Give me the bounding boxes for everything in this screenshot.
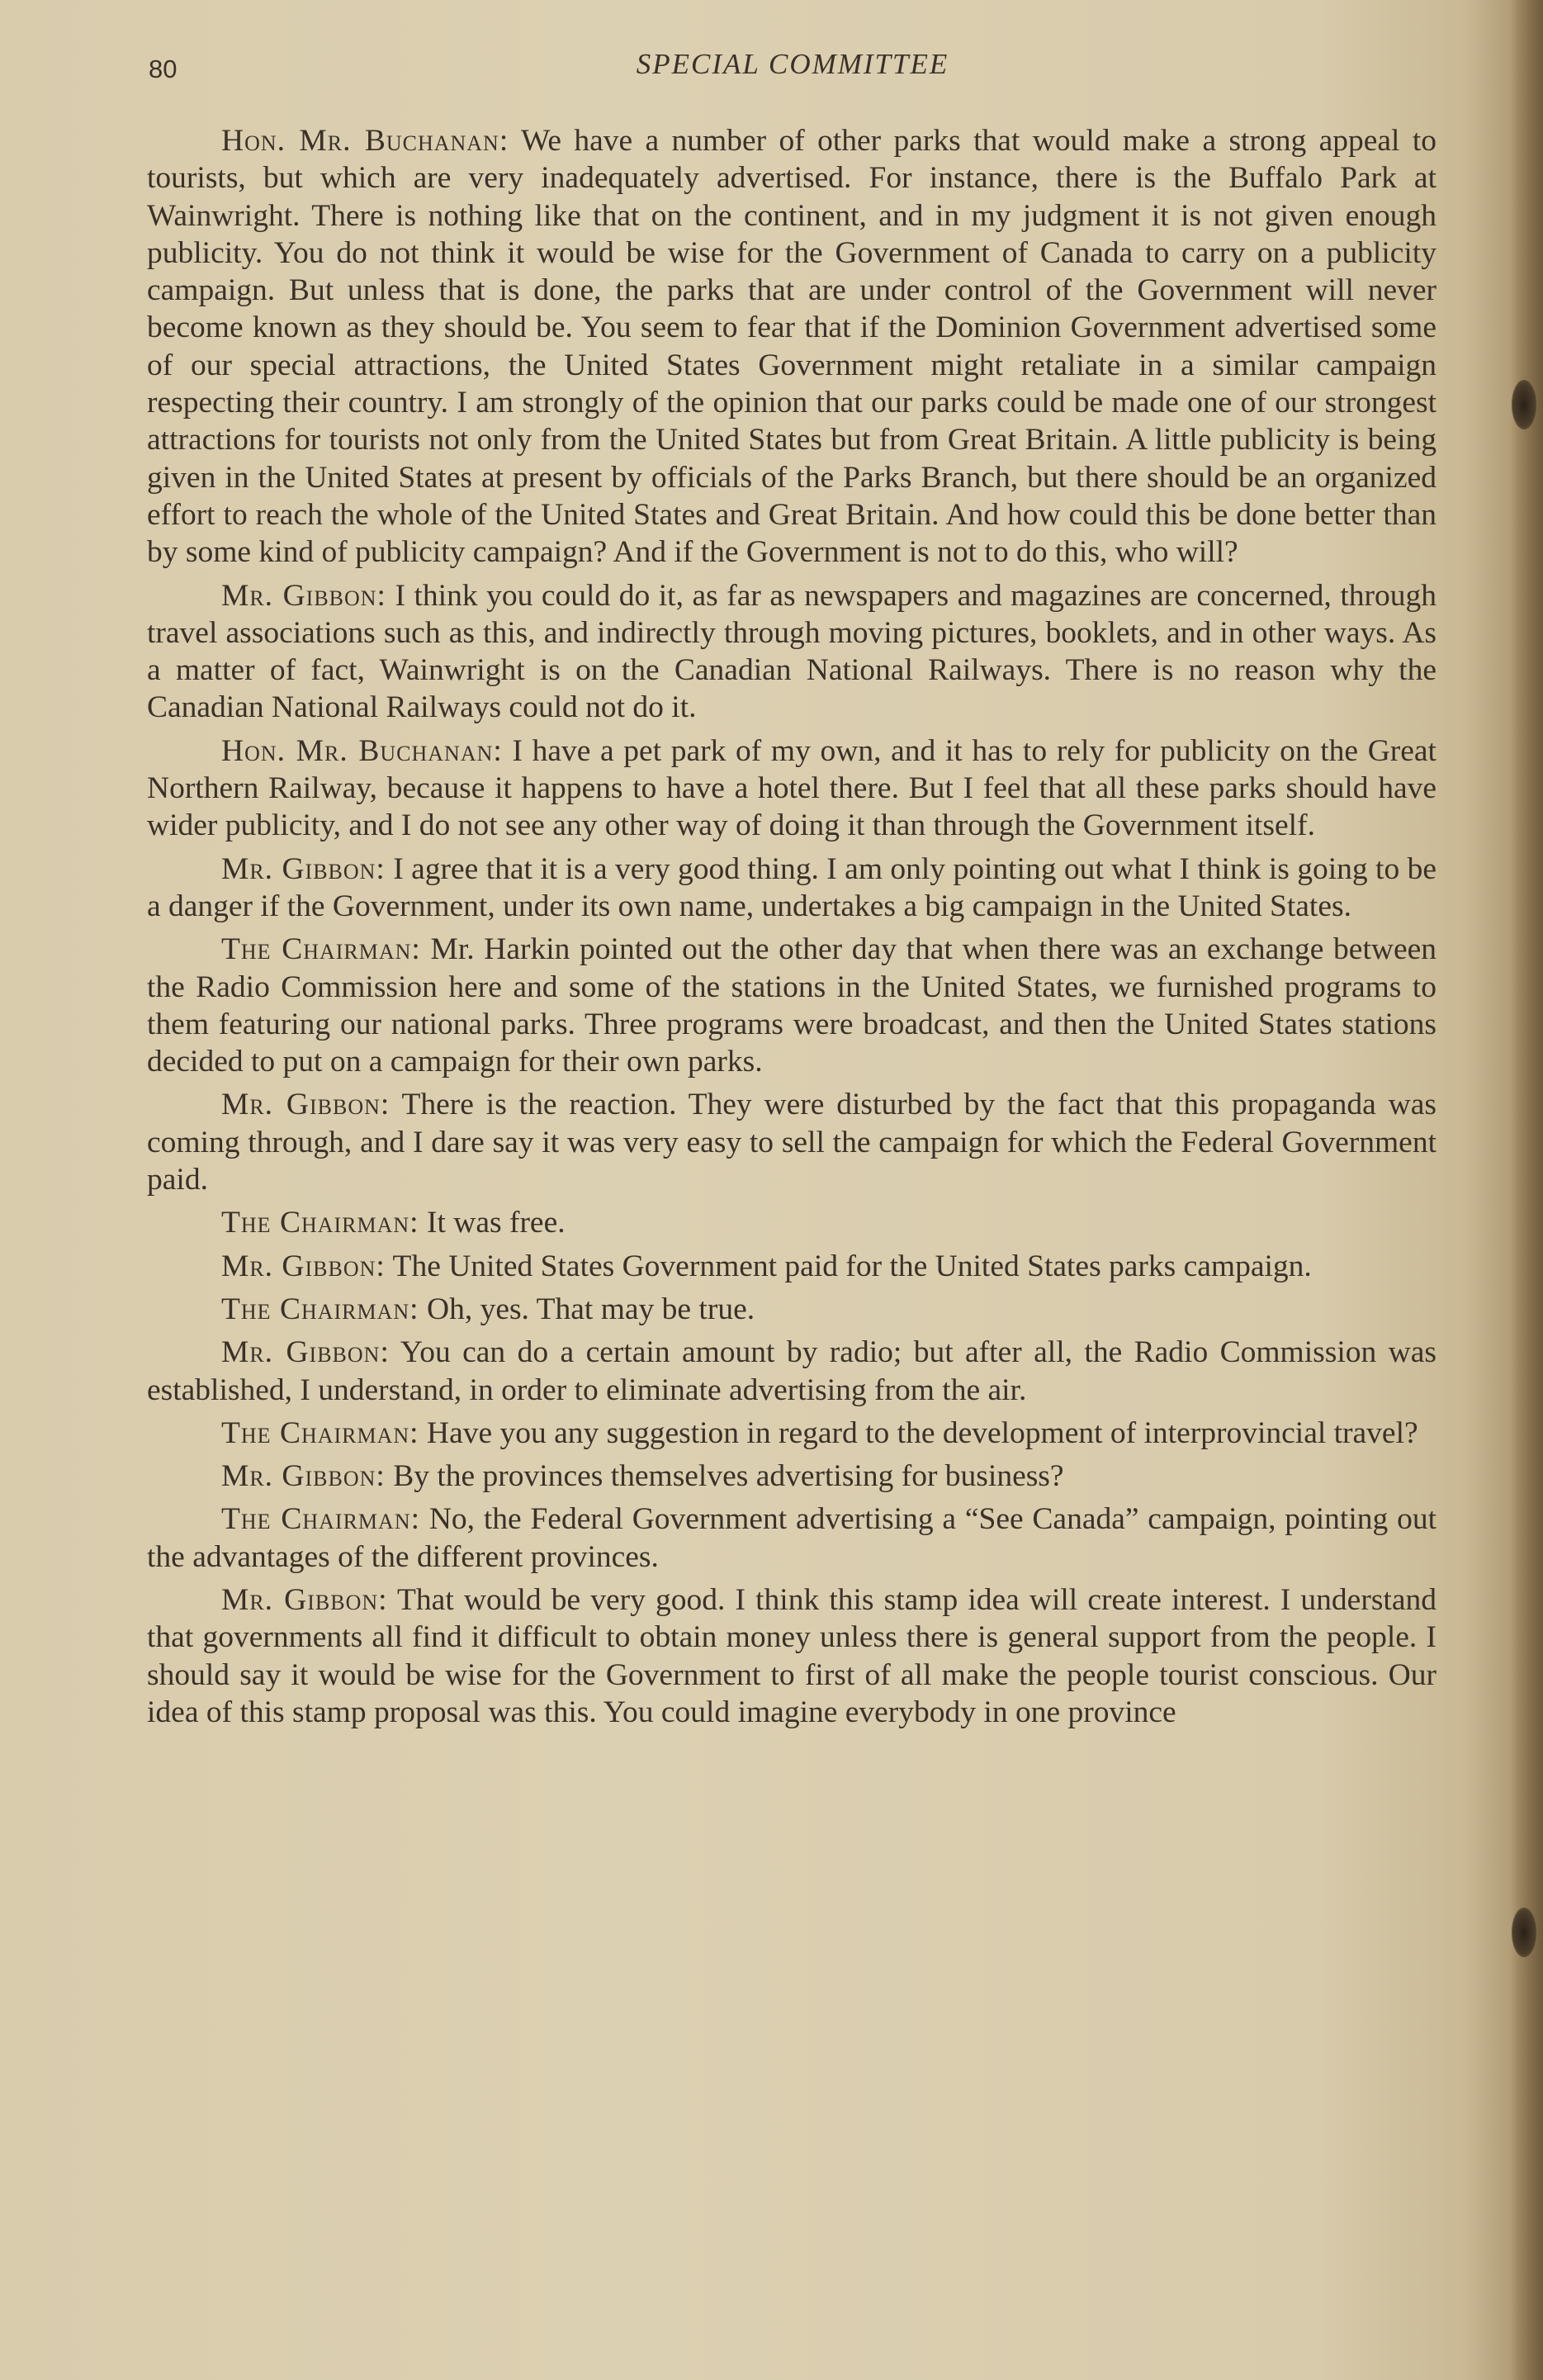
speaker-name: Mr. Gibbon: — [221, 1088, 390, 1122]
speaker-name: Hon. Mr. Buchanan: — [221, 733, 503, 768]
paragraph-text: I have a pet park of my own, and it has to rely for publicity on the Great Northern Railway, because it happens to have a hotel there. But I feel that all these parks should have wider publicity, and I do not see any other way of doing it than through the Government itself. — [147, 733, 1437, 843]
paragraph-text: Have you any suggestion in regard to the development of interprovincial travel? — [419, 1415, 1418, 1450]
speaker-name: The Chairman: — [221, 932, 421, 967]
paragraph-text: The United States Government paid for the United States parks campaign. — [385, 1249, 1312, 1283]
paragraph — [147, 1415, 1437, 1452]
speaker-name: Mr. Gibbon: — [221, 1582, 388, 1617]
body-text — [147, 122, 1437, 1737]
binding-hole — [1512, 1908, 1536, 1957]
paragraph — [147, 732, 1437, 845]
paragraph-text: It was free. — [419, 1206, 566, 1240]
paragraph — [147, 1086, 1437, 1198]
paragraph-text: Mr. Harkin pointed out the other day that when there was an exchange between the Radio Commission here and some of the stations in the United States, we furnished programs to them featuring our national parks. Three programs were broadcast, and then the United States stations decided to put on a campaign for their own parks. — [147, 932, 1437, 1079]
paragraph — [147, 122, 1437, 571]
speaker-name: The Chairman: — [221, 1415, 419, 1450]
paragraph-text: There is the reaction. They were disturbed by the fact that this propaganda was coming through, and I dare say it was very easy to sell the campaign for which the Federal Government paid. — [147, 1088, 1437, 1197]
binding-hole — [1512, 380, 1536, 429]
paragraph — [147, 577, 1437, 727]
paragraph — [147, 1458, 1437, 1495]
paragraph-text: Oh, yes. That may be true. — [419, 1292, 755, 1326]
speaker-name: Mr. Gibbon: — [221, 1335, 390, 1370]
page-edge-shadow — [1510, 0, 1543, 2380]
page-number: 80 — [149, 55, 177, 83]
speaker-name: Mr. Gibbon: — [221, 578, 386, 613]
paragraph — [147, 1204, 1437, 1241]
paragraph-text: You can do a certain amount by radio; but after all, the Radio Commission was established, I understand, in order to eliminate advertising from the air. — [147, 1335, 1437, 1407]
page-header — [149, 48, 1437, 89]
paragraph-text: No, the Federal Government advertising a “See Canada” campaign, pointing out the advantages of the different provinces. — [147, 1502, 1437, 1574]
running-head: SPECIAL COMMITTEE — [636, 48, 949, 80]
speaker-name: The Chairman: — [221, 1206, 419, 1240]
paragraph — [147, 931, 1437, 1080]
speaker-name: Mr. Gibbon: — [221, 1249, 386, 1283]
paragraph — [147, 1334, 1437, 1409]
speaker-name: The Chairman: — [221, 1292, 419, 1326]
speaker-name: Mr. Gibbon: — [221, 851, 386, 886]
paragraph-text: We have a number of other parks that would make a strong appeal to tourists, but which are very inadequately advertised. For instance, there is the Buffalo Park at Wainwright. There is nothing like that on the continent, and in my judgment it is not given enough publicity. You do not think it would be wise for the Government of Canada to carry on a publicity campaign. But unless that is done, the parks that are under control of the Government will never become known as they should be. You seem to fear that if the Dominion Government advertised some of our special attractions, the United States Government might retaliate in a similar campaign respecting their country. I am strongly of the opinion that our parks could be made one of our strongest attractions for tourists not only from the United States but from Great Britain. A little publicity is being given in the United States at present by officials of the Parks Branch, but there should be an organized effort to reach the whole of the United States and Great Britain. And how could this be done better than by some kind of publicity campaign? And if the Government is not to do this, who will? — [147, 124, 1437, 570]
paragraph — [147, 851, 1437, 926]
speaker-name: The Chairman: — [221, 1502, 421, 1537]
paragraph — [147, 1248, 1437, 1285]
speaker-name: Hon. Mr. Buchanan: — [221, 124, 509, 158]
paragraph-text: That would be very good. I think this stamp idea will create interest. I understand that governments all find it difficult to obtain money unless there is general support from the people. I should say it would be wise for the Government to first of all make the people tourist conscious. Our idea of this stamp proposal was this. You could imagine everybody in one province — [147, 1582, 1437, 1729]
paragraph-text: By the provinces themselves advertising for business? — [385, 1459, 1064, 1494]
paragraph-text: I agree that it is a very good thing. I am only pointing out what I think is going to be a danger if the Government, under its own name, undertakes a big campaign in the United States. — [147, 851, 1437, 923]
paragraph — [147, 1581, 1437, 1731]
paragraph — [147, 1291, 1437, 1328]
paragraph-text: I think you could do it, as far as newspapers and magazines are concerned, through travel associations such as this, and indirectly through moving pictures, booklets, and in other ways. As a matter of fact, Wainwright is on the Canadian National Railways. There is no reason why the Canadian National Railways could not do it. — [147, 578, 1437, 725]
paragraph — [147, 1501, 1437, 1576]
speaker-name: Mr. Gibbon: — [221, 1459, 386, 1494]
